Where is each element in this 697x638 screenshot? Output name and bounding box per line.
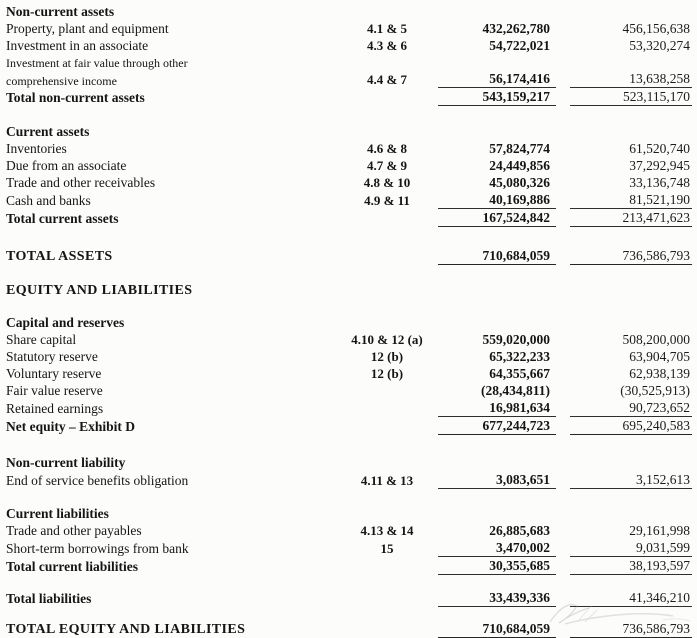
table-row <box>6 331 697 348</box>
note-reference: 4.8 & 10 <box>363 175 411 190</box>
amount-prior-year: 456,156,638 <box>622 21 690 36</box>
table-row <box>6 37 697 54</box>
amount-prior-year: (30,525,913) <box>620 383 690 398</box>
total-row-current-liabilities <box>6 557 697 575</box>
amount-prior-year: 41,346,210 <box>570 589 692 607</box>
row-label: Property, plant and equipment <box>6 21 169 36</box>
table-row <box>6 140 697 157</box>
grand-total-label: TOTAL ASSETS <box>6 249 113 264</box>
amount-current-year: 167,524,842 <box>438 209 556 227</box>
section-header-label: Current liabilities <box>6 506 109 521</box>
section-header-equity-and-liabilities <box>6 283 697 299</box>
amount-prior-year: 33,136,748 <box>629 175 690 190</box>
table-row <box>6 70 697 88</box>
table-row <box>6 20 697 37</box>
amount-current-year: 16,981,634 <box>438 399 556 417</box>
row-label-line1: Investment at fair value through other <box>6 56 188 70</box>
amount-current-year: 710,684,059 <box>438 247 556 265</box>
amount-prior-year: 81,521,190 <box>570 191 692 209</box>
section-header-label: Capital and reserves <box>6 315 125 330</box>
amount-current-year: 57,824,774 <box>489 141 550 156</box>
section-header-non-current-assets <box>6 4 697 20</box>
amount-current-year: 54,722,021 <box>489 38 550 53</box>
row-label: Short-term borrowings from bank <box>6 541 189 556</box>
row-label: Share capital <box>6 332 77 347</box>
amount-prior-year: 53,320,274 <box>629 38 690 53</box>
amount-current-year: 543,159,217 <box>438 88 556 106</box>
amount-prior-year: 62,938,139 <box>629 366 690 381</box>
amount-prior-year: 736,586,793 <box>570 620 692 638</box>
total-label: Total liabilities <box>6 591 92 606</box>
row-label: Statutory reserve <box>6 349 98 364</box>
table-row <box>6 191 697 209</box>
row-label: Inventories <box>6 141 67 156</box>
row-label: End of service benefits obligation <box>6 473 189 488</box>
amount-current-year: (28,434,811) <box>481 383 550 398</box>
total-row-net-equity <box>6 417 697 435</box>
row-label: Trade and other payables <box>6 523 142 538</box>
table-row <box>6 157 697 174</box>
amount-current-year: 26,885,683 <box>489 523 550 538</box>
note-reference: 15 <box>380 541 394 556</box>
note-reference: 4.7 & 9 <box>366 158 408 173</box>
amount-current-year: 64,355,667 <box>489 366 550 381</box>
amount-prior-year: 38,193,597 <box>570 557 692 575</box>
table-row <box>6 174 697 191</box>
amount-current-year: 710,684,059 <box>438 620 556 638</box>
total-label: Total current assets <box>6 211 119 226</box>
table-row <box>6 365 697 382</box>
total-row-total-assets <box>6 247 697 265</box>
amount-current-year: 45,080,326 <box>489 175 550 190</box>
table-row <box>6 471 697 489</box>
row-label: Retained earnings <box>6 401 104 416</box>
table-row <box>6 539 697 557</box>
note-reference: 4.13 & 14 <box>360 523 414 538</box>
amount-prior-year: 3,152,613 <box>570 471 692 489</box>
row-label: Due from an associate <box>6 158 127 173</box>
amount-prior-year: 90,723,652 <box>570 399 692 417</box>
signature-scribble-icon <box>545 592 695 627</box>
amount-current-year: 3,470,002 <box>438 539 556 557</box>
amount-prior-year: 29,161,998 <box>629 523 690 538</box>
total-label: Total non-current assets <box>6 90 145 105</box>
table-row <box>6 348 697 365</box>
amount-prior-year: 61,520,740 <box>629 141 690 156</box>
table-row <box>6 382 697 399</box>
amount-current-year: 24,449,856 <box>489 158 550 173</box>
amount-current-year: 30,355,685 <box>438 557 556 575</box>
section-header-label: Current assets <box>6 124 90 139</box>
table-row <box>6 54 697 70</box>
section-header-label: EQUITY AND LIABILITIES <box>6 283 193 298</box>
section-header-capital-and-reserves <box>6 315 697 331</box>
amount-current-year: 3,083,651 <box>438 471 556 489</box>
note-reference: 12 (b) <box>370 349 404 364</box>
note-reference: 4.3 & 6 <box>366 38 408 53</box>
total-label: Total current liabilities <box>6 559 139 574</box>
amount-prior-year: 736,586,793 <box>570 247 692 265</box>
row-label: Investment in an associate <box>6 38 149 53</box>
amount-prior-year: 63,904,705 <box>629 349 690 364</box>
note-reference: 4.11 & 13 <box>360 473 414 488</box>
amount-prior-year: 523,115,170 <box>570 88 692 106</box>
note-reference: 4.6 & 8 <box>366 141 408 156</box>
section-header-non-current-liability <box>6 455 697 471</box>
amount-prior-year: 13,638,258 <box>570 70 692 88</box>
row-label: Voluntary reserve <box>6 366 102 381</box>
table-row <box>6 399 697 417</box>
section-header-label: Non-current assets <box>6 4 115 19</box>
row-label: Cash and banks <box>6 193 91 208</box>
amount-current-year: 33,439,336 <box>438 589 556 607</box>
section-header-current-liabilities <box>6 506 697 522</box>
table-row <box>6 522 697 539</box>
amount-prior-year: 695,240,583 <box>570 417 692 435</box>
total-row-current-assets <box>6 209 697 227</box>
amount-prior-year: 213,471,623 <box>570 209 692 227</box>
amount-prior-year: 9,031,599 <box>570 539 692 557</box>
row-label: Fair value reserve <box>6 383 103 398</box>
row-label-line2: comprehensive income <box>6 74 117 88</box>
note-reference: 4.10 & 12 (a) <box>351 332 423 347</box>
amount-current-year: 56,174,416 <box>438 70 556 88</box>
note-reference: 4.1 & 5 <box>366 21 408 36</box>
section-header-label: Non-current liability <box>6 455 126 470</box>
section-header-current-assets <box>6 124 697 140</box>
grand-total-label: TOTAL EQUITY AND LIABILITIES <box>6 622 246 637</box>
amount-current-year: 559,020,000 <box>482 332 550 347</box>
total-row-non-current-assets <box>6 88 697 106</box>
amount-current-year: 677,244,723 <box>438 417 556 435</box>
amount-current-year: 432,262,780 <box>482 21 550 36</box>
amount-current-year: 40,169,886 <box>438 191 556 209</box>
amount-current-year: 65,322,233 <box>489 349 550 364</box>
note-reference: 12 (b) <box>370 366 404 381</box>
total-label: Net equity – Exhibit D <box>6 419 136 434</box>
note-reference: 4.9 & 11 <box>364 193 410 208</box>
note-reference: 4.4 & 7 <box>366 72 408 87</box>
row-label: Trade and other receivables <box>6 175 156 190</box>
amount-prior-year: 37,292,945 <box>629 158 690 173</box>
amount-prior-year: 508,200,000 <box>622 332 690 347</box>
